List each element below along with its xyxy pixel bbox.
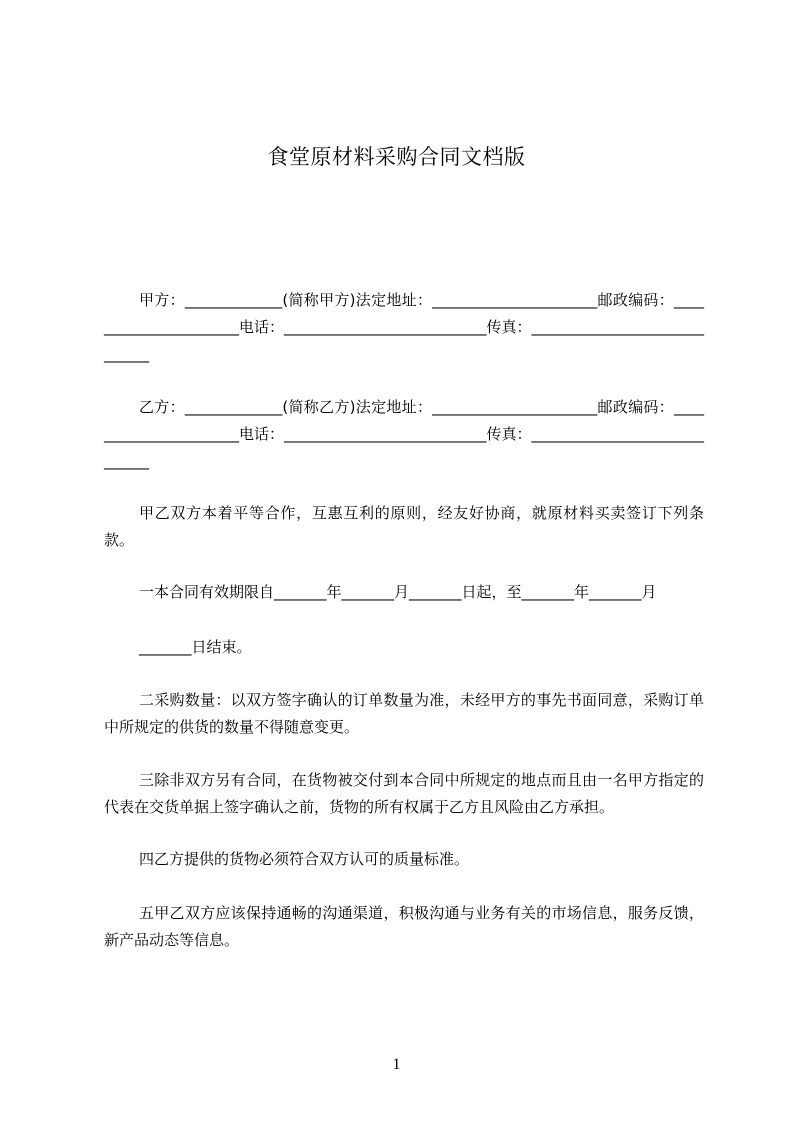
clause-1-end: _______日结束。 [139, 638, 252, 656]
clause-2: 二采购数量：以双方签字确认的订单数量为准，未经甲方的事先书面同意，采购订单中所规定的供货的数量不得随意变更。 [104, 691, 704, 736]
page-number: 1 [392, 1056, 401, 1073]
clause-3: 三除非双方另有合同，在货物被交付到本合同中所规定的地点而且由一名甲方指定的代表在交货单据上签字确认之前，货物的所有权属于乙方且风险由乙方承担。 [104, 771, 704, 816]
clause-5: 五甲乙双方应该保持通畅的沟通渠道，积极沟通与业务有关的市场信息，服务反馈，新产品动态等信息。 [104, 904, 704, 949]
party-b-info: 乙方：_____________(简称乙方)法定地址：______________________邮政编码：______________________电话：___________________________传真：_____________________________ [104, 398, 705, 470]
intro-paragraph: 甲乙双方本着平等合作，互惠互利的原则，经友好协商，就原材料买卖签订下列条款。 [104, 504, 704, 549]
party-a-info: 甲方：_____________(简称甲方)法定地址：______________________邮政编码：______________________电话：___________________________传真：_____________________________ [104, 291, 705, 363]
clause-1: 一本合同有效期限自_______年_______月_______日起，至_______年_______月 [139, 583, 657, 601]
document-title: 食堂原材料采购合同文档版 [267, 145, 526, 169]
clause-4: 四乙方提供的货物必须符合双方认可的质量标准。 [139, 850, 470, 868]
